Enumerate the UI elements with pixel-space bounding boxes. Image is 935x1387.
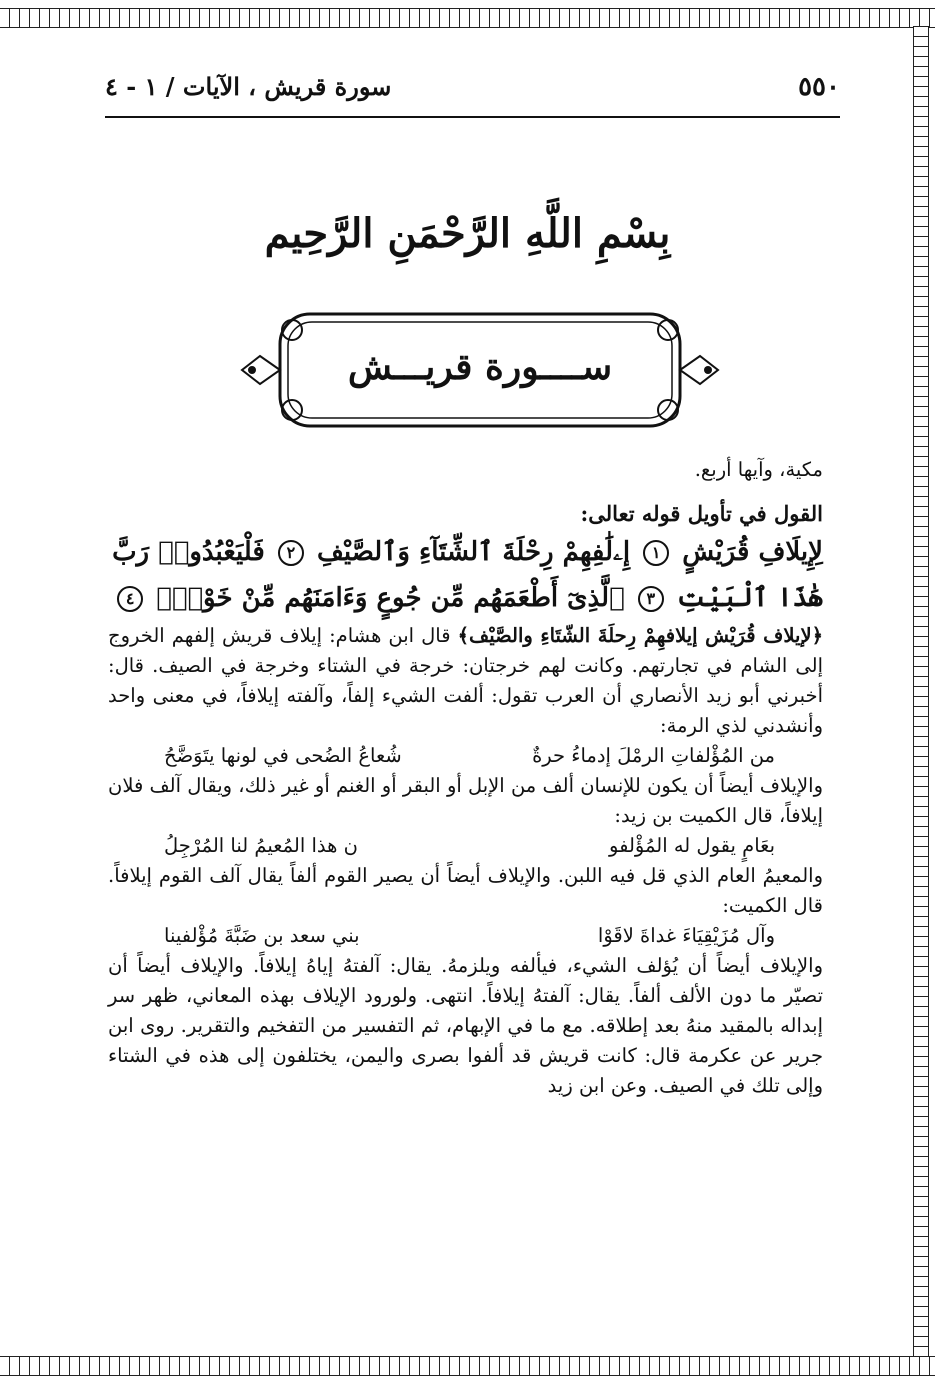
verse-3-first-hemistich: وآل مُزَيْقِيَاءَ غداةَ لاقَوْا <box>597 924 775 947</box>
ayah-4-text: ٱلَّذِىٓ أَطْعَمَهُم مِّن جُوعٍ وَءَامَنَهُم مِّنْ خَوْفٍۭ <box>156 583 625 613</box>
ayah-3-text-a: فَلْيَعْبُدُوا۟ رَبَّ <box>112 537 265 567</box>
poetry-verse-1 <box>108 741 823 771</box>
ayah-line-2 <box>108 575 823 621</box>
ayah-line-1 <box>108 529 823 575</box>
surah-title-frame <box>230 300 730 440</box>
top-border <box>0 8 935 28</box>
verse-2-first-hemistich: بعَامٍ يقول له المُؤْلفو <box>609 834 775 857</box>
ayah-number-3: ٣ <box>638 586 664 612</box>
page-header <box>105 64 840 118</box>
basmala: بِسْمِ اللَّهِ الرَّحْمَنِ الرَّحِيم <box>264 210 671 257</box>
poetry-verse-2 <box>108 831 823 861</box>
ayah-number-4: ٤ <box>117 586 143 612</box>
verse-3-second-hemistich: بني سعد بن ضَبَّةَ مُؤْلفينا <box>164 924 360 947</box>
verse-2-second-hemistich: ن هذا المُعيمُ لنا المُرْجِلُ <box>164 834 358 857</box>
intro-line: مكية، وآيها أربع. <box>694 458 823 481</box>
ayah-3-text-b: هَٰذَا ٱلْبَيْتِ <box>676 583 823 613</box>
bottom-border <box>0 1356 935 1376</box>
ayah-number-2: ٢ <box>278 540 304 566</box>
ayah-number-1: ١ <box>643 540 669 566</box>
verse-1-first-hemistich: من المُؤْلفاتِ الرمْلَ إدماءُ حرةٌ <box>532 744 775 767</box>
paragraph-2: والإيلاف أيضاً أن يكون للإنسان ألف من الإبل أو البقر أو الغنم أو غير ذلك، ويقال آلف فلان إيلافاً، قال الكميت بن زيد: <box>108 774 823 827</box>
poetry-verse-3 <box>108 921 823 951</box>
surah-name: ســــورة قريـــش <box>347 346 613 388</box>
paragraph-1-text: قال ابن هشام: إيلاف قريش إلفهم الخروج إلى الشام في تجارتهم. وكانت لهم خرجتان: خرجة في الشتاء وخرجة في الصيف. قال: أخبرني أبو زيد الأنصاري أن العرب تقول: ألفت الشيء إلفاً، وآلفته إيلافاً، في معنى واحد وأنشدني لذي الرمة: <box>108 624 823 737</box>
ayah-1-text: لِإِيلَافِ قُرَيْشٍ <box>682 537 823 567</box>
quoted-ayah: ﴿لإيلاف قُرَيْش إيلافهِمْ رِحلَةَ الشّتَاءِ والصَّيْف﴾ <box>457 624 823 647</box>
ayah-2-text: إِۦلَٰفِهِمْ رِحْلَةَ ٱلشِّتَآءِ وَٱلصَّيْفِ <box>316 537 631 567</box>
running-title: سورة قريش ، الآيات / ١ - ٤ <box>105 72 392 101</box>
page-number: ٥٥٠ <box>798 72 840 102</box>
paragraph-1 <box>108 621 823 741</box>
main-text <box>108 455 823 1101</box>
section-heading: القول في تأويل قوله تعالى: <box>580 501 823 526</box>
paragraph-4: والإيلاف أيضاً أن يُؤلف الشيء، فيألفه ويلزمهُ. يقال: آلفتهُ إياهُ إيلافاً. والإيلاف أيضاً أن تصيّر ما دون الألف ألفاً. يقال: آلفتهُ إيلافاً. انتهى. ولورود الإيلاف بهذه المعاني، ظهر سر إبداله بالمقيد منهُ بعد إطلاقه. مع ما في الإبهام، ثم التفسير من التفخيم والتقرير. روى ابن جرير عن عكرمة قال: كانت قريش قد ألفوا بصرى واليمن، يختلفون إلى هذه في الشتاء وإلى تلك في الصيف. وعن ابن زيد <box>108 954 823 1097</box>
paragraph-3: والمعيمُ العام الذي قل فيه اللبن. والإيلاف أيضاً أن يصير القوم ألفاً يقال آلف القوم إيلافاً. قال الكميت: <box>108 864 823 917</box>
verse-1-second-hemistich: شُعاعُ الضُحى في لونها يتَوَضَّحُ <box>164 744 402 767</box>
